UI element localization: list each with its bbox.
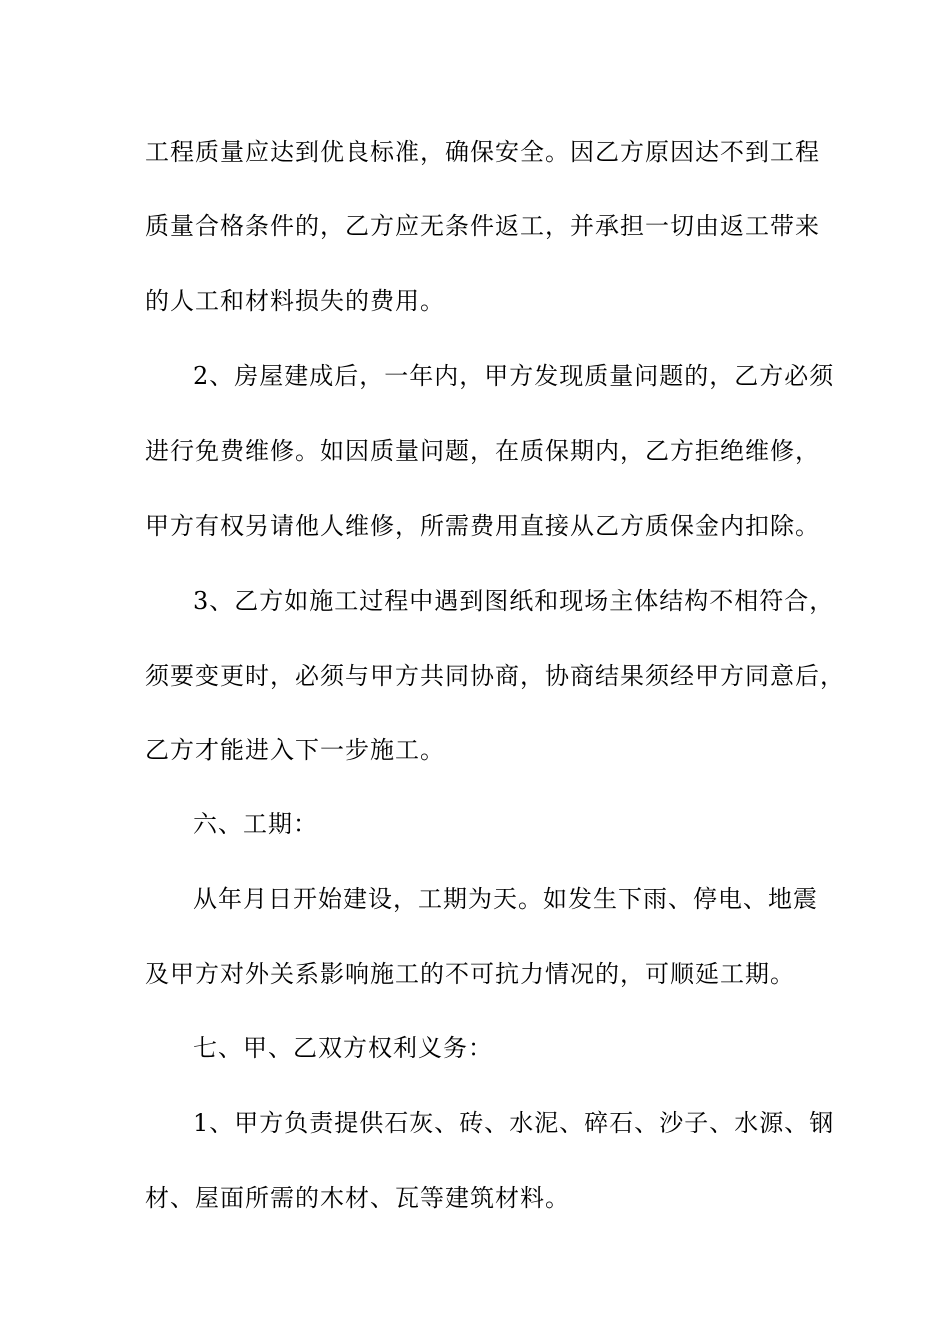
paragraph-line: 从年月日开始建设，工期为天。如发生下雨、停电、地震 bbox=[193, 885, 818, 913]
paragraph-line: 须要变更时，必须与甲方共同协商，协商结果须经甲方同意后， bbox=[145, 662, 845, 690]
section-heading: 七、甲、乙双方权利义务： bbox=[193, 1034, 493, 1062]
section-heading: 六、工期： bbox=[193, 810, 318, 838]
paragraph-line: 1、甲方负责提供石灰、砖、水泥、碎石、沙子、水源、钢 bbox=[193, 1109, 835, 1137]
paragraph-line: 及甲方对外关系影响施工的不可抗力情况的，可顺延工期。 bbox=[145, 960, 795, 988]
paragraph-line: 进行免费维修。如因质量问题，在质保期内，乙方拒绝维修， bbox=[145, 437, 820, 465]
paragraph-line: 材、屋面所需的木材、瓦等建筑材料。 bbox=[145, 1184, 570, 1212]
paragraph-line: 乙方才能进入下一步施工。 bbox=[145, 736, 445, 764]
paragraph-line: 工程质量应达到优良标准，确保安全。因乙方原因达不到工程 bbox=[145, 138, 820, 166]
paragraph-line: 3、乙方如施工过程中遇到图纸和现场主体结构不相符合， bbox=[193, 587, 835, 615]
paragraph-line: 的人工和材料损失的费用。 bbox=[145, 287, 445, 315]
paragraph-line: 质量合格条件的，乙方应无条件返工，并承担一切由返工带来 bbox=[145, 212, 820, 240]
paragraph-line: 2、房屋建成后，一年内，甲方发现质量问题的，乙方必须 bbox=[193, 362, 835, 390]
paragraph-line: 甲方有权另请他人维修，所需费用直接从乙方质保金内扣除。 bbox=[145, 512, 820, 540]
